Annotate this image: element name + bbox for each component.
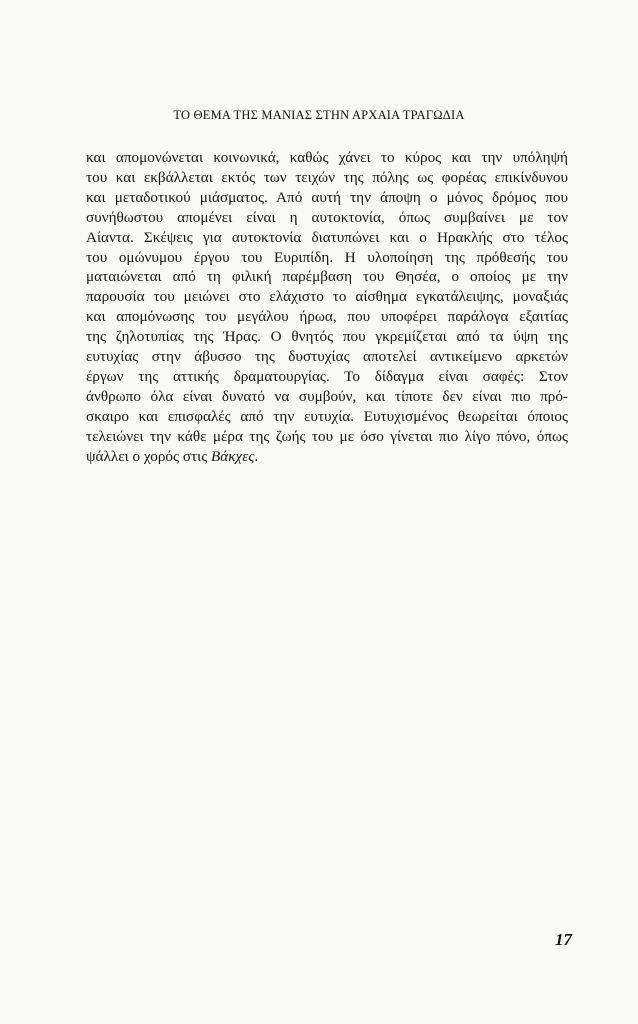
body-line: του και εκβάλλεται εκτός των τειχών της πόλης ως φορέας επικίνδυνου [86, 168, 568, 186]
body-text [86, 148, 568, 467]
body-line: της ζηλοτυπίας της Ήρας. Ο θνητός που γκρεμίζεται από τα ύψη της [86, 328, 568, 346]
body-line: του ομώνυμου έργου του Ευριπίδη. Η υλοποίηση της πρόθεσής του [86, 248, 568, 266]
page-number: 17 [555, 930, 572, 949]
body-line: παρουσία του μειώνει στο ελάχιστο το αίσθημα εγκατάλειψης, μοναξιάς [86, 288, 568, 306]
last-line-text: ψάλλει ο χορός στις [86, 447, 212, 465]
body-line: και μεταδοτικού μιάσματος. Από αυτή την άποψη ο μόνος δρόμος που [86, 188, 568, 206]
last-line-punctuation: . [254, 447, 259, 465]
body-line: και απομόνωσης του μεγάλου ήρωα, που υποφέρει παράλογα εξαιτίας [86, 308, 568, 326]
body-line: σκαιρο και επισφαλές από την ευτυχία. Ευτυχισμένος θεωρείται όποιος [86, 407, 568, 425]
running-head: ΤΟ ΘΕΜΑ ΤΗΣ ΜΑΝΙΑΣ ΣΤΗΝ ΑΡΧΑΙΑ ΤΡΑΓΩΔΙΑ [173, 108, 465, 122]
body-line: Αίαντα. Σκέψεις για αυτοκτονία διατυπώνει και ο Ηρακλής στο τέλος [86, 228, 568, 246]
body-line: τελειώνει την κάθε μέρα της ζωής του με όσο γίνεται πιο λίγο πόνο, όπως [86, 427, 568, 445]
body-line: συνήθωστου απομένει είναι η αυτοκτονία, όπως συμβαίνει με τον [86, 208, 568, 226]
body-line: ευτυχίας στην άβυσσο της δυστυχίας αποτελεί αντικείμενο αρκετών [86, 348, 568, 366]
body-line: ματαιώνεται από τη φιλική παρέμβαση του Θησέα, ο οποίος με την [86, 268, 568, 286]
body-line: άνθρωπο όλα είναι δυνατό να συμβούν, και τίποτε δεν είναι πιο πρό- [86, 387, 568, 405]
play-title: Βάκχες [211, 447, 255, 465]
body-line: έργων της αττικής δραματουργίας. Το δίδαγμα είναι σαφές: Στον [86, 367, 568, 385]
body-last-line [86, 447, 568, 467]
body-line: και απομονώνεται κοινωνικά, καθώς χάνει το κύρος και την υπόληψή [86, 149, 568, 166]
